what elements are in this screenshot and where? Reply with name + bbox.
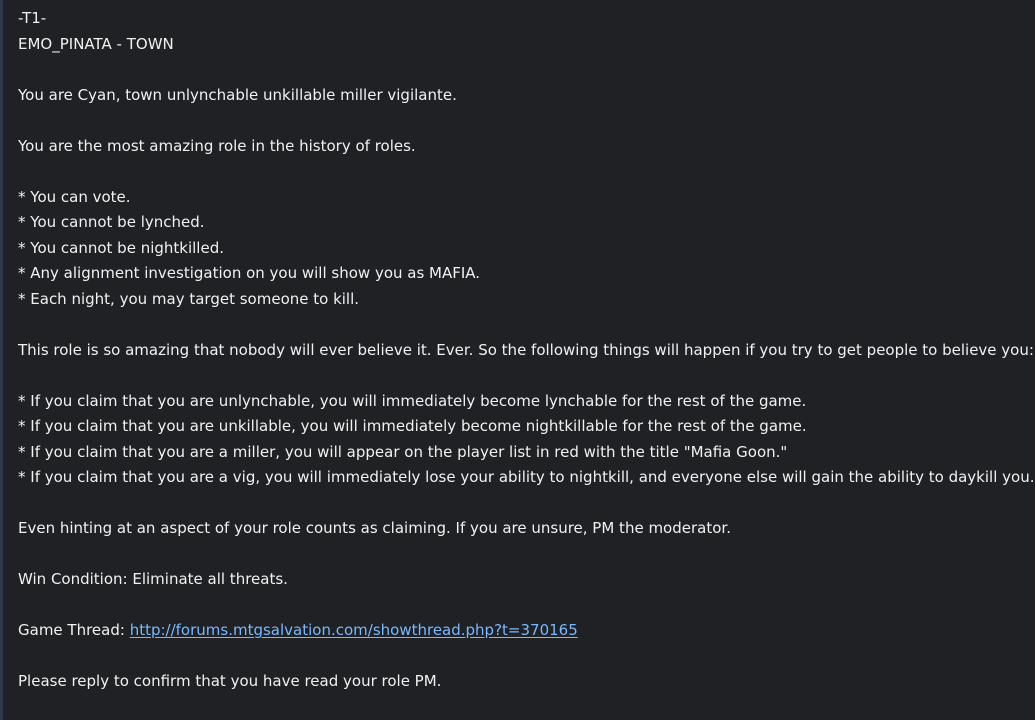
claim-rule-item: * If you claim that you are a miller, you will appear on the player list in red with the title "Mafia Goon.": [18, 442, 788, 461]
ability-item: * Any alignment investigation on you will show you as MAFIA.: [18, 264, 481, 282]
spacer: [18, 108, 1028, 134]
spacer: [18, 363, 1028, 389]
ability-list: [18, 185, 1028, 313]
role-header: EMO_PINATA - TOWN: [18, 34, 174, 53]
game-thread-link[interactable]: http://forums.mtgsalvation.com/showthread.php?t=370165: [129, 621, 578, 639]
win-condition: Win Condition: Eliminate all threats.: [18, 570, 288, 588]
left-border: [0, 0, 3, 720]
role-pm-message: [18, 6, 1035, 695]
header-tag: -T1-: [18, 9, 47, 27]
ability-item: * Each night, you may target someone to kill.: [18, 289, 360, 308]
spacer: [18, 159, 1028, 185]
game-thread-label: Game Thread:: [18, 621, 130, 639]
spacer: [18, 593, 1028, 619]
claim-rule-list: [18, 389, 1035, 491]
game-thread-row: [18, 618, 1028, 644]
spacer: [18, 491, 1028, 517]
closing-line: Please reply to confirm that you have read your role PM.: [18, 672, 442, 690]
hint-rule: Even hinting at an aspect of your role counts as claiming. If you are unsure, PM the moderator.: [18, 519, 731, 537]
ability-item: * You cannot be nightkilled.: [18, 238, 224, 257]
spacer: [18, 542, 1028, 568]
spacer: [18, 312, 1028, 338]
spacer: [18, 57, 1028, 83]
role-flavor: You are the most amazing role in the history of roles.: [18, 136, 416, 155]
spacer: [18, 644, 1028, 670]
role-intro: You are Cyan, town unlynchable unkillable miller vigilante.: [18, 85, 457, 104]
claim-rule-item: * If you claim that you are a vig, you will immediately lose your ability to nightkill, and everyone else will gain the ability to daykill you.: [18, 468, 1035, 486]
claim-intro: This role is so amazing that nobody will ever believe it. Ever. So the following things will happen if you try to get people to believe you:: [18, 340, 1034, 359]
ability-item: * You cannot be lynched.: [18, 213, 205, 231]
claim-rule-item: * If you claim that you are unlynchable, you will immediately become lynchable for the rest of the game.: [18, 391, 807, 410]
claim-rule-item: * If you claim that you are unkillable, you will immediately become nightkillable for the rest of the game.: [18, 417, 807, 435]
ability-item: * You can vote.: [18, 187, 131, 206]
